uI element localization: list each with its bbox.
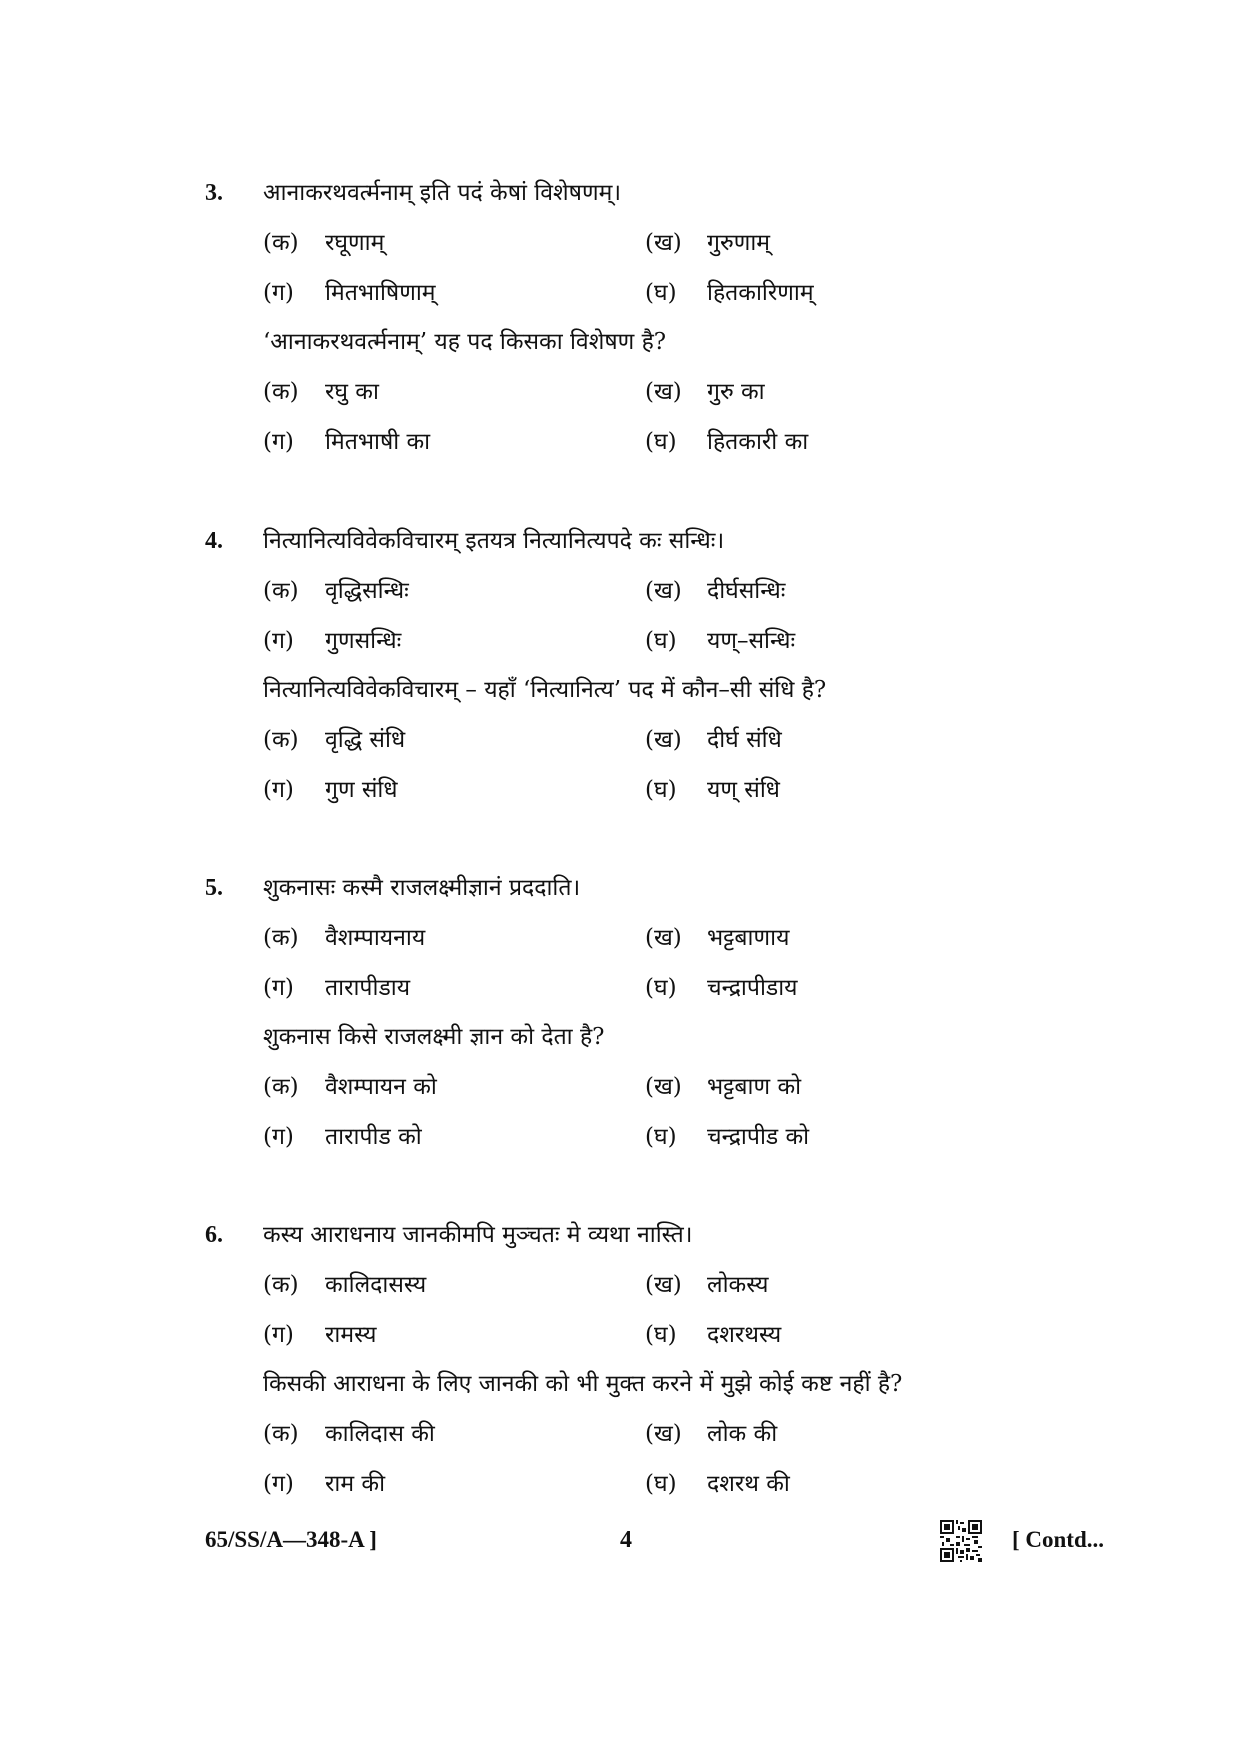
option-ga [263, 1315, 376, 1355]
option-text: वैशम्पायनाय [325, 925, 426, 951]
option-label: (क) [263, 230, 299, 256]
option-text: चन्द्रापीड को [707, 1124, 810, 1150]
option-ka-hindi [263, 372, 379, 412]
option-gha-hindi [645, 422, 808, 462]
option-text: कालिदासस्य [325, 1272, 427, 1298]
option-ga-hindi [263, 1117, 422, 1157]
option-text: मितभाषिणाम् [325, 280, 436, 306]
option-text: यण् संधि [707, 777, 780, 803]
option-ka [263, 1265, 426, 1305]
option-ga-hindi [263, 422, 430, 462]
option-kha-hindi [645, 1414, 777, 1454]
option-gha-hindi [645, 1117, 809, 1157]
option-label: (घ) [645, 1322, 677, 1348]
option-label: (घ) [645, 628, 677, 654]
option-text: दीर्घ संधि [707, 727, 782, 753]
paper-code: 65/SS/A—348-A ] [205, 1527, 377, 1552]
option-ka-hindi [263, 1067, 437, 1107]
option-label: (ग) [263, 429, 294, 455]
option-label: (क) [263, 379, 299, 405]
option-label: (ख) [645, 727, 682, 753]
option-text: चन्द्रापीडाय [707, 975, 798, 1001]
option-kha [645, 223, 770, 263]
option-text: रामस्य [325, 1322, 377, 1348]
question-number: 3. [205, 180, 223, 206]
option-label: (ख) [645, 1272, 682, 1298]
option-text: वैशम्पायन को [325, 1074, 437, 1100]
continued-label: [ Contd... [1012, 1527, 1105, 1552]
option-label: (ग) [263, 1471, 294, 1497]
option-text: राम की [325, 1471, 386, 1497]
option-gha [645, 968, 798, 1008]
option-ga [263, 273, 436, 313]
question-text-hindi: ‘आनाकरथवर्त्मनाम्’ यह पद किसका विशेषण है? [263, 329, 667, 355]
question-text-sanskrit: नित्यानित्यविवेकविचारम् इतयत्र नित्यानित्यपदे कः सन्धिः। [263, 528, 725, 554]
option-label: (घ) [645, 1124, 677, 1150]
option-label: (घ) [645, 777, 677, 803]
option-label: (ग) [263, 975, 294, 1001]
option-label: (घ) [645, 280, 677, 306]
option-label: (क) [263, 727, 299, 753]
question-text-sanskrit: कस्य आराधनाय जानकीमपि मुञ्चतः मे व्यथा नास्ति। [263, 1222, 693, 1248]
question-text-sanskrit: आनाकरथवर्त्मनाम् इति पदं केषां विशेषणम्। [263, 180, 622, 206]
option-kha [645, 571, 785, 611]
option-text: दशरथ की [707, 1471, 790, 1497]
option-gha-hindi [645, 1464, 790, 1504]
option-label: (क) [263, 578, 299, 604]
option-kha-hindi [645, 720, 782, 760]
option-ka [263, 571, 409, 611]
question-number: 4. [205, 528, 223, 554]
option-kha-hindi [645, 372, 765, 412]
question-text-sanskrit: शुकनासः कस्मै राजलक्ष्मीज्ञानं प्रददाति। [263, 875, 581, 901]
option-text: गुरुणाम् [707, 230, 771, 256]
option-ga-hindi [263, 1464, 385, 1504]
option-text: हितकारी का [707, 429, 809, 455]
qr-code-icon [940, 1520, 982, 1562]
option-label: (घ) [645, 975, 677, 1001]
question-text-hindi: किसकी आराधना के लिए जानकी को भी मुक्त करने में मुझे कोई कष्ट नहीं है? [263, 1371, 903, 1397]
question-number: 6. [205, 1222, 223, 1248]
option-text: लोक की [707, 1421, 778, 1447]
option-ga [263, 621, 401, 661]
option-text: वृद्धिसन्धिः [325, 578, 409, 604]
question-text-hindi: शुकनास किसे राजलक्ष्मी ज्ञान को देता है? [263, 1024, 605, 1050]
option-ka-hindi [263, 720, 405, 760]
option-ka [263, 223, 384, 263]
option-ga [263, 968, 410, 1008]
option-text: मितभाषी का [325, 429, 431, 455]
page-footer [0, 1520, 1240, 1560]
option-text: तारापीड को [325, 1124, 422, 1150]
option-gha [645, 1315, 781, 1355]
option-ga-hindi [263, 770, 398, 810]
option-gha-hindi [645, 770, 780, 810]
option-label: (क) [263, 1074, 299, 1100]
option-text: गुण संधि [325, 777, 398, 803]
option-label: (ख) [645, 925, 682, 951]
option-label: (ग) [263, 1322, 294, 1348]
option-gha [645, 621, 795, 661]
option-ka-hindi [263, 1414, 435, 1454]
option-label: (घ) [645, 429, 677, 455]
option-text: कालिदास की [325, 1421, 435, 1447]
option-text: लोकस्य [707, 1272, 769, 1298]
option-kha [645, 918, 789, 958]
option-label: (ख) [645, 578, 682, 604]
option-text: गुणसन्धिः [325, 628, 402, 654]
option-label: (क) [263, 925, 299, 951]
option-label: (घ) [645, 1471, 677, 1497]
option-text: रघु का [325, 379, 379, 405]
option-label: (ग) [263, 777, 294, 803]
question-text-hindi: नित्यानित्यविवेकविचारम् – यहाँ ‘नित्यानित्य’ पद में कौन–सी संधि है? [263, 677, 827, 703]
option-label: (ग) [263, 1124, 294, 1150]
question-number: 5. [205, 875, 223, 901]
option-text: तारापीडाय [325, 975, 411, 1001]
option-text: वृद्धि संधि [325, 727, 406, 753]
option-label: (क) [263, 1421, 299, 1447]
option-text: रघूणाम् [325, 230, 385, 256]
option-text: यण्–सन्धिः [707, 628, 796, 654]
option-ka [263, 918, 425, 958]
option-text: दशरथस्य [707, 1322, 782, 1348]
page-number: 4 [620, 1527, 632, 1553]
option-text: भट्टबाणाय [707, 925, 790, 951]
option-text: हितकारिणाम् [707, 280, 814, 306]
option-label: (ग) [263, 628, 294, 654]
option-label: (ख) [645, 1421, 682, 1447]
option-gha [645, 273, 814, 313]
option-text: दीर्घसन्धिः [707, 578, 786, 604]
option-text: भट्टबाण को [707, 1074, 802, 1100]
option-text: गुरु का [707, 379, 765, 405]
option-label: (ख) [645, 1074, 682, 1100]
option-label: (ग) [263, 280, 294, 306]
option-kha [645, 1265, 769, 1305]
option-label: (ख) [645, 230, 682, 256]
option-kha-hindi [645, 1067, 801, 1107]
option-label: (ख) [645, 379, 682, 405]
option-label: (क) [263, 1272, 299, 1298]
